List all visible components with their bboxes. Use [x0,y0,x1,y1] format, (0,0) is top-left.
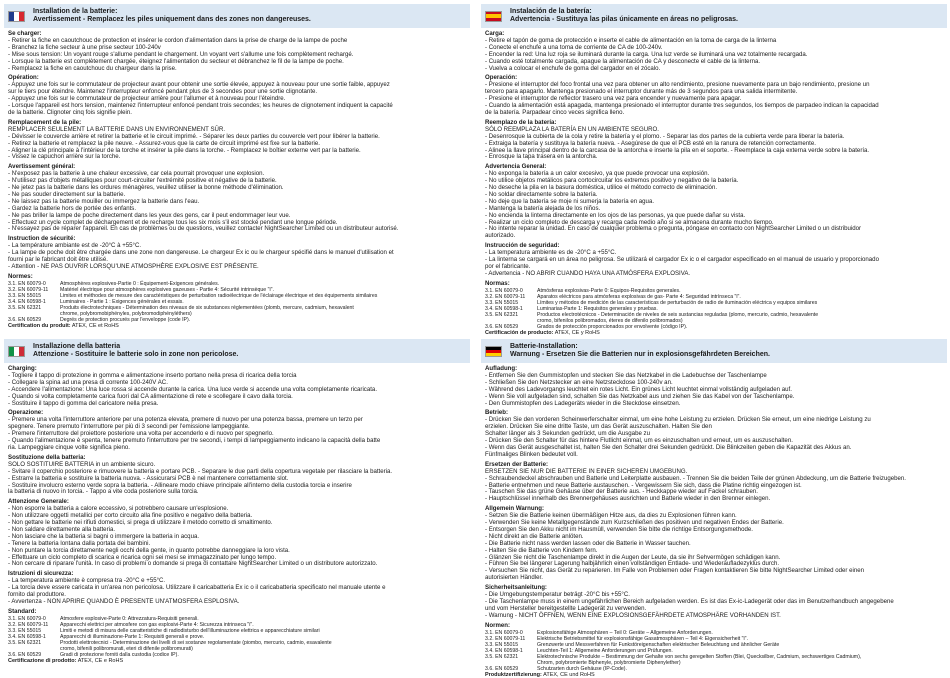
section-line: - Appuyez une fois sur le commutateur de projecteur arrière pour l'allumer et à nouveau pour l'éteindre. [8,95,286,103]
section-line: - Non esporre la batteria a calore eccessivo, si potrebbero causare un'esplosione. [8,505,229,513]
norm-description: Produits électrotechniques - Détermination des niveaux de six substances réglementées (plomb, mercure, cadmium, hexavalent [60,304,354,311]
norm-description: Chrom, polybromierte Biphenyle, polybromierte Diphenylether) [537,659,681,666]
section-line: - No soldar directamente sobre la batería. [485,190,598,198]
instruction-section [485,243,943,278]
norm-row [485,324,943,330]
section-line: tercero para apagarlo. Mantenga presionado el interruptor durante más de 3 segundos para una salida intermitente. [485,88,798,96]
section-line: - Wenn Sie voll aufgeladen sind, schalten Sie das Netzkabel aus und ziehen Sie das Kabel von der Taschenlampe. [485,392,795,400]
section-title: Sicherheitsanleitung: [485,584,547,592]
section-line: - La temperatura ambiente è compresa tra -20°C e +55°C. [8,577,166,585]
certification-line [8,658,466,665]
germany-flag-icon [485,346,502,357]
instruction-section [485,506,943,582]
norm-code: 3.5. EN 62321 [485,653,519,660]
section-line: - Enrosque la tapa trasera en la antorcha. [485,153,598,161]
section-line: - La température ambiante est de -20°C à +55°C. [8,242,142,250]
section-line: de la batterie. Clignoter cinq fois signifie plein. [8,108,132,116]
norms-title: Standard: [8,607,37,615]
section-line: - Estrarre la batteria e sostituire la batteria nuova. - Assicurarsi PCB è nel mantenere correttamente slot. [8,474,289,482]
section-title: Istruzioni di sicurezza: [8,570,74,578]
norm-code: 3.3. EN 55015 [8,292,42,299]
norm-code: 3.6. EN 60529 [485,665,519,672]
norm-description: Grados de protección proporcionados por envolvente (código IP). [537,323,688,330]
section-line: - Führen Sie bei längerer Lagerung halbjährlich einen vollständigen Entlade- und Wiederaufladezyklus durch. [485,560,780,568]
instruction-section [8,164,466,233]
norm-code: 3.5. EN 62321 [8,639,42,646]
section-title: Se charger: [8,30,42,37]
section-title: Attenzione Generale: [8,498,69,506]
section-line: - La torcia deve essere caricata in un'area non pericolosa. Utilizzare il caricabatteria Ex ic o il caricabatteria specificato nel manuale utente e [8,584,386,592]
section-line: - Cuando la alimentación está apagada, mantenga presionado el interruptor durante tres segundos, los tiempos de parpadeo indican la capacidad [485,102,879,110]
norm-code: 3.3. EN 55015 [485,641,519,648]
norm-description: Atmosphères explosives-Partie 0 : Équipement-Exigences générales. [60,280,220,287]
section-line: - Sostituire involucro esterno verde sopra la batteria. - Allineare modo chiave principale all'interno della custodia torcia e inserire [8,481,352,489]
norm-description: Explosionsfähige Atmosphären – Teil 0: Geräte – Allgemeine Anforderungen. [537,629,713,636]
section-line: - Presione el interruptor de reflector trasero una vez para encender y nuevamente para apagar. [485,95,742,103]
section-line: - Die Taschenlampe muss in einem ungefährlichen Bereich aufgeladen werden. Es ist das Ex-ic-Ladegerät oder das im Benutzerhandbuch angegebene [485,598,894,605]
section-title: Instruction de sécurité: [8,235,76,243]
certification-value: ATEX, CE et RoHS [71,322,119,329]
section-line: - Versuchen Sie nicht, das Gerät zu reparieren. Im Falle von Problemen oder Fragen kontaktieren Sie bitte NightSearcher Limited oder einen [485,567,865,575]
section-line: erzielen. Drücken Sie eine dritte Taste, um das Gerät auszuschalten. Halten Sie den [485,423,712,431]
norm-description: Atmósferas explosivas-Parte 0: Equipos-Requisitos generales. [537,287,681,294]
panel-german [481,339,947,678]
section-line: - Ne pas briller la lampe de poche directement dans les yeux des gens, car il peut endommager leur vue. [8,211,291,219]
section-line: Schalter länger als 3 Sekunden gedrückt, um die Ausgabe zu [485,430,650,438]
certification-label: Certificazione di prodotto: [8,657,77,664]
norm-code: 3.2. EN 60079-11 [485,635,526,642]
norm-description: Leuchten-Teil 1: Allgemeine Anforderungen und Prüfungen. [537,647,673,654]
section-line: - Non utilizzare oggetti metallici per corto circuito alla fine positivo e negativo della batteria. [8,512,253,520]
norm-description: Productos electrotécnicos - Determinación de niveles de seis sustancias reguladas (plomo, mercurio, cadmio, hexavalente [537,311,819,318]
norms-block [485,623,943,678]
section-line: - N'essayez pas de réparer l'appareil. En cas de problèmes ou de questions, veuillez contacter NightSearcher Limited ou un distributeur autorisé. [8,225,399,233]
section-line: - Tauschen Sie das grüne Gehäuse über der Batterie aus. - Heckkappe wieder auf Fackel schrauben. [485,488,758,496]
norm-description: chrome, polybromobiphényles, polybromodiphényléthers) [60,310,192,317]
section-line: - La temperatura ambiente es de -20°C a +55°C. [485,249,617,257]
section-line: - Conecte el enchufe a una toma de corriente de CA de 100-240v. [485,43,663,51]
panel-header [4,4,470,28]
section-line: - Premere una volta l'interruttore anteriore per una potenza elevata, premere di nuovo per una potenza bassa, premere un terzo per [8,416,363,424]
norm-description: Schutzarten durch Gehäuse (IP-Code). [537,665,627,672]
instruction-section [8,455,466,496]
norm-description: Atmosfere esplosive-Parte 0: Attrezzatura-Requisiti generali. [60,615,199,622]
section-line: - Retire el tapón de goma de protección e inserte el cable de alimentación en la toma de carga de la linterna [485,36,777,44]
section-line: - N'exposez pas la batterie à une chaleur excessive, car cela pourrait provoquer une explosion. [8,170,265,178]
panel-header [4,339,470,363]
norm-description: Límites y métodos de medición de las características de perturbación de radio de iluminación eléctrica y equipos similares [537,299,818,306]
instruction-section [8,410,466,451]
section-line: - Premere l'interruttore del proiettore posteriore una volta per accenderlo e di nuovo per spegnerlo. [8,430,274,438]
section-line: - Entsorgen Sie den Akku nicht im Hausmüll, verwenden Sie bitte die richtige Entsorgungsmethode. [485,525,753,533]
section-line: - Vissez le capuchon arrière sur la torche. [8,153,121,161]
instruction-section [8,571,466,606]
panel-french [4,4,470,332]
section-line: - Den Gummistopfen des Ladegeräts wieder in die Steckdose einsetzen. [485,399,681,407]
panel-body [481,28,947,336]
norm-row [8,652,466,658]
section-line: - No deje que la batería se moje ni sumerja la batería en agua. [485,197,655,205]
norms-block [485,281,943,336]
section-title: Reemplazo de la batería: [485,118,557,126]
norm-description: Limites et méthodes de mesure des caractéristiques de perturbation radioélectrique de l'éclairage électrique et des équipements similaires [60,292,378,299]
section-line: - Cuando esté totalmente cargada, apague la alimentación de CA y desconecte el cable de la linterna. [485,57,761,65]
section-line: - Desenrosque la cubierta de la cola y retire la batería y el plomo. - Separar las dos partes de la cubierta verde para liberar la batería. [485,132,845,140]
section-line: - Die Umgebungstemperatur beträgt -20°C bis +55°C. [485,591,630,599]
section-line: de la batería. Parpadear cinco veces significa lleno. [485,108,625,116]
norms-title: Normas: [485,279,510,287]
norm-description: Apparecchi di illuminazione-Parte 1: Requisiti generali e prove. [60,633,205,640]
norm-description: Elektrische Betriebsmittel für explosionsfähige Gasatmosphären – Teil 4: Eigensicherheit "i". [537,635,748,642]
section-line: - N'utilisez pas d'objets métalliques pour court-circuiter l'extrémité positive et négative de la batterie. [8,177,277,185]
section-line: - Aligner la clé principale à l'intérieur de la torche et insérer la pile dans la torche. - Remplacez le boîtier externe vert par la batterie. [8,146,361,154]
certification-value: ATEX, CE e RoHS [77,657,124,664]
section-line: und vom Hersteller bereitgestellte Ladegerät zu verwenden. [485,604,647,612]
section-line: - Effectuez un cycle complet de déchargement et de recharge tous les six mois s'il est stocké pendant une longue période. [8,218,338,226]
section-line: - Lorsque la batterie est complètement chargée, éteignez l'alimentation du secteur et débranchez le fil de la lampe de poche. [8,57,344,65]
france-flag-icon [8,11,25,22]
section-title: Allgemein Warnung: [485,505,545,513]
section-line: - Non gettare le batterie nei rifiuti domestici, si prega di utilizzare il metodo corretto di smaltimento. [8,519,273,527]
section-line: - Halten Sie die Batterie von Kindern fern. [485,546,598,554]
section-line: - Advertencia - NO ABRIR CUANDO HAYA UNA ATMÓSFERA EXPLOSIVA. [485,269,691,277]
section-line: - Warnung - NICHT ÖFFNEN, WENN EINE EXPLOSIONSGEFÄHRDETE ATMOSPHÄRE VORHANDEN IST. [485,611,781,619]
section-line: - Vuelva a colocar el enchufe de goma del cargador en el zócalo. [485,64,661,72]
norm-code: 3.6. EN 60529 [8,316,42,323]
norm-description: Elektrotechnische Produkte – Bestimmung der Gehalte von sechs geregelten Stoffen (Blei, Quecksilber, Cadmium, sechswertiges Cadmium), [537,653,862,660]
instruction-section [485,585,943,620]
norm-code: 3.2. EN 60079-11 [8,621,49,628]
instruction-section [485,462,943,503]
panel-title: Batterie-Installation: Warnung - Ersetzen Sie die Batterien nur in explosionsgefährdeten Bereichen. [510,342,770,358]
section-line: por el fabricante. [485,263,531,270]
section-line: - Togliere il tappo di protezione in gomma e alimentazione inserto portano nella presa di ricarica della torcia [8,371,297,379]
section-line: autorizado. [485,232,516,240]
section-line: - Die Batterie nicht nass werden lassen oder die Batterie in Wasser tauchen. [485,539,691,547]
italy-flag-icon [8,346,25,357]
certification-line [485,330,943,337]
section-line: fourni par le fabricant doit être utilisé. [8,256,108,264]
section-line: - No exponga la batería a un calor excesivo, ya que puede provocar una explosión. [485,170,710,178]
section-line: - Glänzen Sie nicht die Taschenlampe direkt in die Augen der Leute, da sie ihr Sehvermögen schädigen kann. [485,553,781,561]
instruction-section [485,164,943,240]
section-title: Opération: [8,74,39,82]
section-line: - Ne pas souder directement sur la batterie. [8,190,126,198]
norm-description: Aparatos eléctricos para atmósferas explosivas de gas- Parte 4: Seguridad intrínseca "i". [537,293,741,300]
section-line: - Presione el interruptor del foco frontal una vez para obtener un alto rendimiento, presione nuevamente para un bajo rendimiento, presione un [485,81,870,89]
section-line: - Lorsque l'appareil est hors tension, maintenez l'interrupteur enfoncé pendant trois secondes; les heures de clignotement indiquent la capacité [8,102,393,110]
panel-title: Installazione della batteria Attenzione - Sostituire le batterie solo in zone non pericolose. [33,342,239,358]
norm-description: Luminarias-Parte 1: Requisitos generales y pruebas. [537,305,658,312]
section-title: Avertissement général: [8,163,76,171]
section-line: SOLO SOSTITUIRE BATTERIA in un ambiente sicuro. [8,460,156,468]
section-line: - Nicht direkt an die Batterie anlöten. [485,532,584,540]
certification-line [485,672,943,678]
section-line: - Remplacez la fiche en caoutchouc du chargeur dans la prise. [8,64,177,72]
panel-spanish [481,4,947,336]
section-line: - Drücken Sie den vorderen Scheinwerferschalter einmal, um eine hohe Leistung zu erzielen. Drücken Sie erneut, um eine niedrige Leistung zu [485,416,871,424]
section-line: SÓLO REEMPLAZA LA BATERÍA EN UN AMBIENTE SEGURO. [485,125,659,133]
instruction-section [485,75,943,116]
section-line: - No deseche la pila en la basura doméstica, utilice el método correcto de eliminación. [485,184,718,192]
section-line: fornito dal produttore. [8,591,66,599]
section-line: - Drücken Sie den Schalter für das hintere Flutlicht einmal, um es einzuschalten und erneut, um es auszuschalten. [485,437,793,445]
instruction-section [485,366,943,407]
instruction-section [8,236,466,271]
section-title: Charging: [8,365,37,372]
section-title: Carga: [485,30,505,37]
section-line: - Svitare il coperchio posteriore e rimuovere la batteria e portare PCB. - Separare le due parti della copertura vegetale per rilasciare la batteria. [8,467,393,475]
section-line: - Batterie entnehmen und neue Batterie austauschen. - Vergewissern Sie sich, dass die Platine richtig eingezogen ist. [485,481,802,489]
section-line: - Non puntare la torcia direttamente negli occhi della gente, in quanto potrebbe danneggiare la loro vista. [8,546,290,554]
norm-code: 3.5. EN 62321 [8,304,42,311]
panel-italian [4,339,470,667]
section-title: Ersetzen der Batterie: [485,460,548,468]
norm-code: 3.4. EN 60598-1 [8,633,46,640]
section-line: - Attention - NE PAS OUVRIR LORSQU'UNE ATMOSPHÈRE EXPLOSIVE EST PRÉSENTE. [8,263,259,270]
panel-body [4,363,470,664]
section-line: - Retirez la batterie et remplacez la pile neuve. - Assurez-vous que la carte de circuit imprimé est fixe sur la batterie. [8,139,320,147]
certification-value: ATEX, CE y RoHS [554,329,600,336]
norm-code: 3.2. EN 60079-11 [8,286,49,293]
section-title: Operación: [485,74,518,82]
section-line: - Retirer la fiche en caoutchouc de protection et insérer le cordon d'alimentation dans la prise de charge de la lampe de poche [8,36,348,44]
panel-body [4,28,470,329]
section-line: - Ne laissez pas la batterie mouiller ou immergez la batterie dans l'eau. [8,197,200,205]
instruction-section [8,75,466,116]
section-line: - No encienda la linterna directamente en los ojos de las personas, ya que puede dañar su vista. [485,211,746,219]
section-line: spegnere. Tenere premuto l'interruttore per più di 3 secondi per l'emissione lampeggiante. [8,423,250,431]
section-line: sur le tiers pour éteindre. Maintenez l'interrupteur enfoncé pendant plus de 3 secondes pour une sortie clignotante. [8,88,318,96]
section-line: - Entfernen Sie den Gummistopfen und stecken Sie das Netzkabel in die Ladebuchse der Taschenlampe [485,371,767,379]
section-line: - Quando l'alimentazione è spenta, tenere premuto l'interruttore per tre secondi, i tempi di lampeggiamento indicano la capacità della batte [8,437,381,445]
section-line: - Encender la red: Una luz roja se iluminará durante la carga. Una luz verde se iluminará una vez totalmente recargada. [485,50,808,58]
section-title: Sostituzione della batteria: [8,453,86,461]
certification-label: Certificación de producto: [485,329,554,336]
norm-description: Limiti e metodi di misura delle caratteristiche di radiodisturbo dell'illuminazione elettrica e apparecchiature similari [60,627,320,634]
section-line: - Non saldare direttamente alla batteria. [8,525,116,533]
instruction-section [485,31,943,72]
norm-code: 3.2. EN 60079-11 [485,293,526,300]
norm-code: 3.3. EN 55015 [485,299,519,306]
section-line: la batteria di nuovo in torcia. - Tappo a vite coda posteriore sulla torcia. [8,488,199,496]
section-title: Remplacement de la pile: [8,118,82,126]
norm-code: 3.4. EN 60598-1 [485,647,523,654]
section-line: ria. Lampeggiare cinque volte significa pieno. [8,443,130,451]
section-line: - Setzen Sie die Batterie keinen übermäßigen Hitze aus, da dies zu Explosionen führen kann. [485,512,737,520]
section-title: Operazione: [8,409,44,417]
section-line: - Sostituire il tappo di gomma del caricatore nella presa. [8,399,159,407]
norm-code: 3.1. EN 60079-0 [485,287,523,294]
norm-code: 3.6. EN 60529 [485,323,519,330]
section-line: - Hauptschlüssel innerhalb des Brennergehäuses ausrichten und Batterie wieder in den Brenner einlegen. [485,495,771,503]
instruction-section [8,31,466,72]
norm-description: Degrés de protection procurés par l'enveloppe (code IP). [60,316,191,323]
norm-description: Apparecchi elettrici per atmosfere con gas esplosivi-Parte 4: Sicurezza intrinseca "i". [60,621,254,628]
section-title: Betrieb: [485,409,509,417]
section-line: - No utilice objetos metálicos para cortocircuitar los extremos positivo y negativo de la batería. [485,177,739,185]
norm-code: 3.1. EN 60079-0 [8,615,46,622]
norm-description: Gradi di protezione forniti dalla custodia (codice IP). [60,651,179,658]
instruction-section [8,499,466,568]
section-line: - La lampe de poche doit être chargée dans une zone non dangereuse. Le chargeur Ex ic ou le chargeur spécifié dans le manuel d'utilisation et [8,249,394,257]
section-line: REMPLACER SEULEMENT LA BATTERIE DANS UN ENVIRONNEMENT SÛR. [8,125,226,133]
instruction-section [485,120,943,161]
norm-code: 3.4. EN 60598-1 [485,305,523,312]
section-line: - Während des Ladevorgangs leuchtet ein rotes Licht. Ein grünes Licht leuchtet einmal vollständig aufgeladen auf. [485,385,792,393]
norm-description: cromo, bifenilos polibromados, éteres de difenilo polibromados) [537,317,683,324]
section-line: - Tenere la batteria lontana dalla portata dei bambini. [8,539,151,547]
norms-title: Normen: [485,621,511,629]
norm-code: 3.6. EN 60529 [8,651,42,658]
section-title: Advertencia General: [485,163,547,171]
norm-description: Grenzwerte und Messverfahren für Funkstöreigenschaften elektrischer Beleuchtung und ähnlicher Geräte [537,641,780,648]
panel-header [481,4,947,28]
section-line: ERSETZEN SIE NUR DIE BATTERIE IN EINER SICHEREN UMGEBUNG. [485,467,688,475]
section-line: - Non cercare di riparare l'unità. In caso di problemi o domande si prega di contattare NightSearcher Limited o un distributore autorizzato. [8,560,378,568]
instruction-section [485,410,943,458]
certification-line [8,323,466,330]
section-line: - Dévisser le couvercle arrière et retirer la batterie et le circuit imprimé. - Séparer les deux parties du couvercle vert pour libérer la batterie. [8,132,380,140]
norm-code: 3.5. EN 62321 [485,311,519,318]
norm-description: Matériel électrique pour atmosphères explosives gazeuses - Partie 4: Sécurité intrinsèque "i". [60,286,274,293]
norm-code: 3.4. EN 60598-1 [8,298,46,305]
panel-title: Installation de la batterie: Avertissement - Remplacez les piles uniquement dans des zones non dangereuses. [33,7,311,23]
section-line: - Collegare la spina ad una presa di corrente 100-240V AC. [8,378,168,386]
norm-code: 3.1. EN 60079-0 [485,629,523,636]
section-line: autorisierten Händler. [485,574,543,582]
section-line: - Mantenga la batería alejada de los niños. [485,204,601,212]
section-line: - Alinee la llave principal dentro de la carcasa de la antorcha e inserte la pila en el soporte. - Reemplace la caja externa verde sobre la batería. [485,146,870,154]
norms-title: Normes: [8,272,33,280]
section-line: - Schließen Sie den Netzstecker an eine Netzsteckdose 100-240v an. [485,378,673,386]
section-line: - Ne jetez pas la batterie dans les ordures ménagères, veuillez utiliser la bonne méthode d'élimination. [8,184,284,192]
panel-body [481,363,947,678]
certification-label: Produktzertifizierung: [485,671,542,678]
instruction-section [8,120,466,161]
section-line: Fünfmaliges Blinken bedeutet voll. [485,450,578,458]
section-line: - Appuyez une fois sur le commutateur de projecteur avant pour obtenir une sortie élevée, appuyez à nouveau pour une sortie faible, appuyez [8,81,390,89]
norms-block [8,609,466,664]
instruction-section [8,366,466,407]
section-line: - Wenn das Gerät ausgeschaltet ist, halten Sie den Schalter drei Sekunden gedrückt. Die Blinkzeiten geben die Kapazität des Akkus an. [485,443,852,451]
norm-description: Prodotti elettrotecnici - Determinazione dei livelli di sei sostanze regolamentate (piombo, mercurio, cadmio, esavalente [60,639,332,646]
section-line: - Extraiga la batería y sustituya la batería nueva. - Asegúrese de que el PCB esté en la ranura de retención correctamente. [485,139,816,147]
section-line: - Schraubendeckel abschrauben und Batterie und Leiterplatte ausbauen. - Trennen Sie die beiden Teile der grünen Abdeckung, um die Batterie freizugeben. [485,474,906,482]
norm-code: 3.1. EN 60079-0 [8,280,46,287]
panel-header [481,339,947,363]
section-line: - No intente reparar la unidad. En caso de cualquier problema o pregunta, póngase en contacto con NightSearcher Limited o un distribuidor [485,225,862,233]
panel-title: Instalación de la batería: Advertencia - Sustituya las pilas únicamente en áreas no peligrosas. [510,7,738,23]
spain-flag-icon [485,11,502,22]
certification-value: ATEX, CE und RoHS [543,671,595,678]
section-line: - Non lasciare che la batteria si bagni o immergere la batteria in acqua. [8,532,200,540]
norm-description: cromo, bifenili polibromurati, eteri di difenile polibromurati) [60,645,193,652]
section-line: - Avvertenza - NON APRIRE QUANDO È PRESENTE UN'ATMOSFERA ESPLOSIVA. [8,598,240,605]
section-line: - Branchez la fiche secteur à une prise secteur 100-240v [8,43,161,51]
section-line: - Mise sous tension: Un voyant rouge s'allume pendant le chargement. Un voyant vert s'allume une fois complètement rechargé. [8,50,354,58]
section-line: - La linterna se cargará en un área no peligrosa. Se utilizará el cargador Ex ic o el cargador especificado en el manual de usuario y proporcionado [485,256,879,264]
section-line: - Effettuare un ciclo completo di scarica e ricarica ogni sei mesi se immagazzinato per lungo tempo. [8,553,277,561]
section-line: - Quando si volta completamente carica fuori dal CA alimentazione di rete e scollegare il cavo dalla torcia. [8,392,293,400]
norm-description: Luminaires - Partie 1 : Exigences générales et essais. [60,298,184,305]
certification-label: Certification du produit: [8,322,71,329]
norm-code: 3.3. EN 55015 [8,627,42,634]
section-line: - Realizar un ciclo completo de descarga y recarga cada medio año si se almacena durante mucho tiempo. [485,218,774,226]
section-title: Instrucción de seguridad: [485,242,560,250]
section-line: - Accendere l'alimentazione: Una luce rossa si accende durante la carica. Una luce verde si accende una volta completamente ricaricata. [8,385,378,393]
norms-block [8,274,466,329]
section-title: Aufladung: [485,365,518,372]
section-line: - Gardez la batterie hors de portée des enfants. [8,204,137,212]
section-line: - Verwenden Sie keine Metallgegenstände zum Kurzschließen des positiven und negativen Endes der Batterie. [485,519,784,527]
